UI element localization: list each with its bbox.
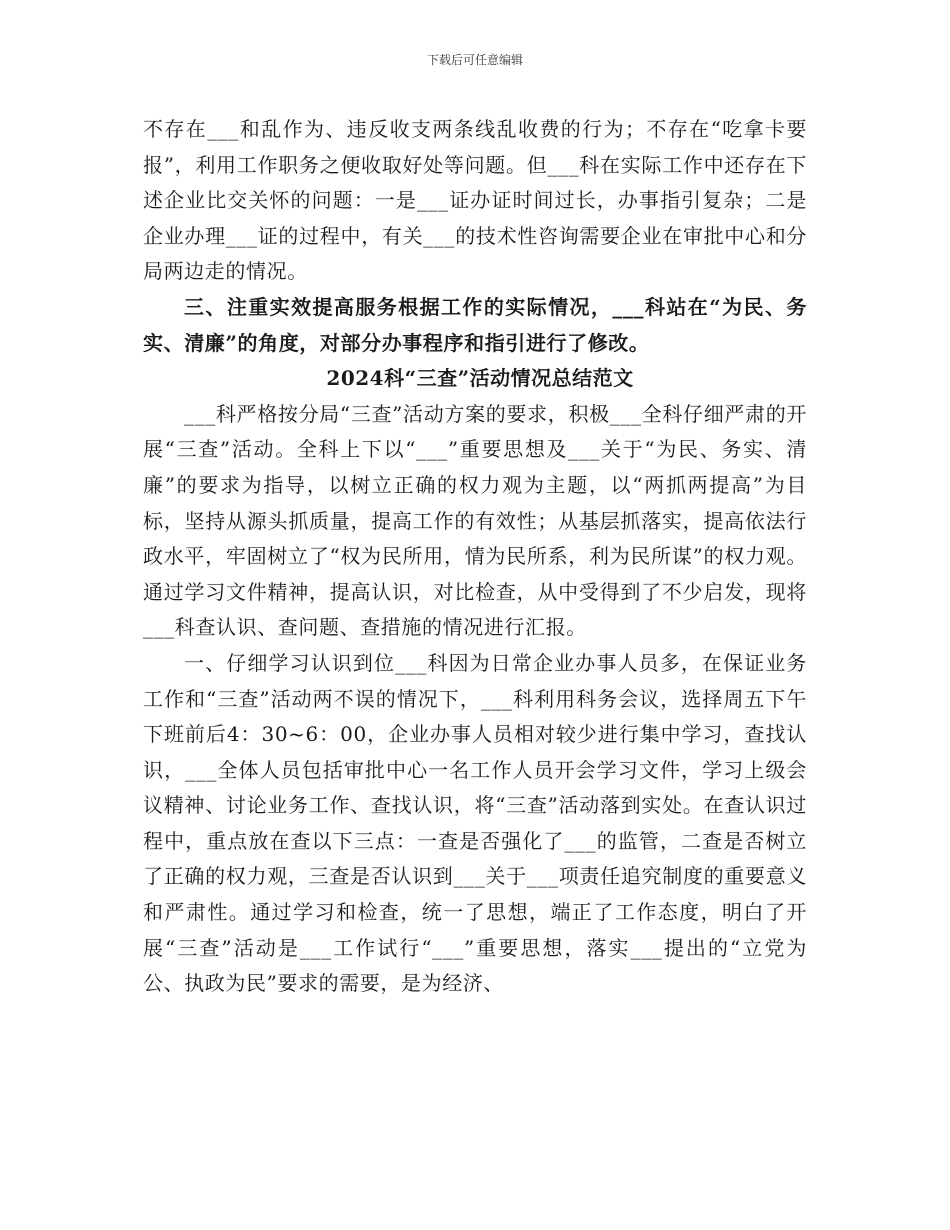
paragraph-section-one: 一、仔细学习认识到位___科因为日常企业办事人员多，在保证业务工作和“三查”活动两不误的情况下，___科利用科务会议，选择周五下午下班前后4：30~6：00，企业办事人员相对较少进行集中学习，查找认识，___全体人员包括审批中心一名工作人员开会学习文件，学习上级会议精神、讨论业务工作、查找认识，将“三查”活动落到实处。在查认识过程中，重点放在查以下三点：一查是否强化了___的监管，二查是否树立了正确的权力观，三查是否认识到___关于___项责任追究制度的重要意义和严肃性。通过学习和检查，统一了思想，端正了工作态度，明白了开展“三查”活动是___工作试行“___”重要思想，落实___提出的“立党为公、执政为民”要求的需要，是为经济、 <box>143 650 807 996</box>
section-three-heading: 三、注重实效提高服务根据工作的实际情况，___科站在“为民、务实、清廉”的角度，对部分办事程序和指引进行了修改。 <box>143 294 807 355</box>
paragraph-continuation: 不存在___和乱作为、违反收支两条线乱收费的行为；不存在“吃拿卡要报”，利用工作职务之便收取好处等问题。但___科在实际工作中还存在下述企业比交关怀的问题：一是___证办证时间过长，办事指引复杂；二是企业办理___证的过程中，有关___的技术性咨询需要企业在审批中心和分局两边走的情况。 <box>143 117 807 284</box>
document-body <box>143 112 807 1002</box>
paragraph-intro: ___科严格按分局“三查”活动方案的要求，积极___全科仔细严肃的开展“三查”活动。全科上下以“___”重要思想及___关于“为民、务实、清廉”的要求为指导，以树立正确的权力观为主题，以“两抓两提高”为目标，坚持从源头抓质量，提高工作的有效性；从基层抓落实，提高依法行政水平，牢固树立了“权为民所用，情为民所系，利为民所谋”的权力观。通过学习文件精神，提高认识，对比检查，从中受得到了不少启发，现将___科查认识、查问题、查措施的情况进行汇报。 <box>143 401 807 640</box>
page-header: 下载后可任意编辑 <box>426 53 523 67</box>
document-title: 2024科“三查”活动情况总结范文 <box>326 366 634 391</box>
